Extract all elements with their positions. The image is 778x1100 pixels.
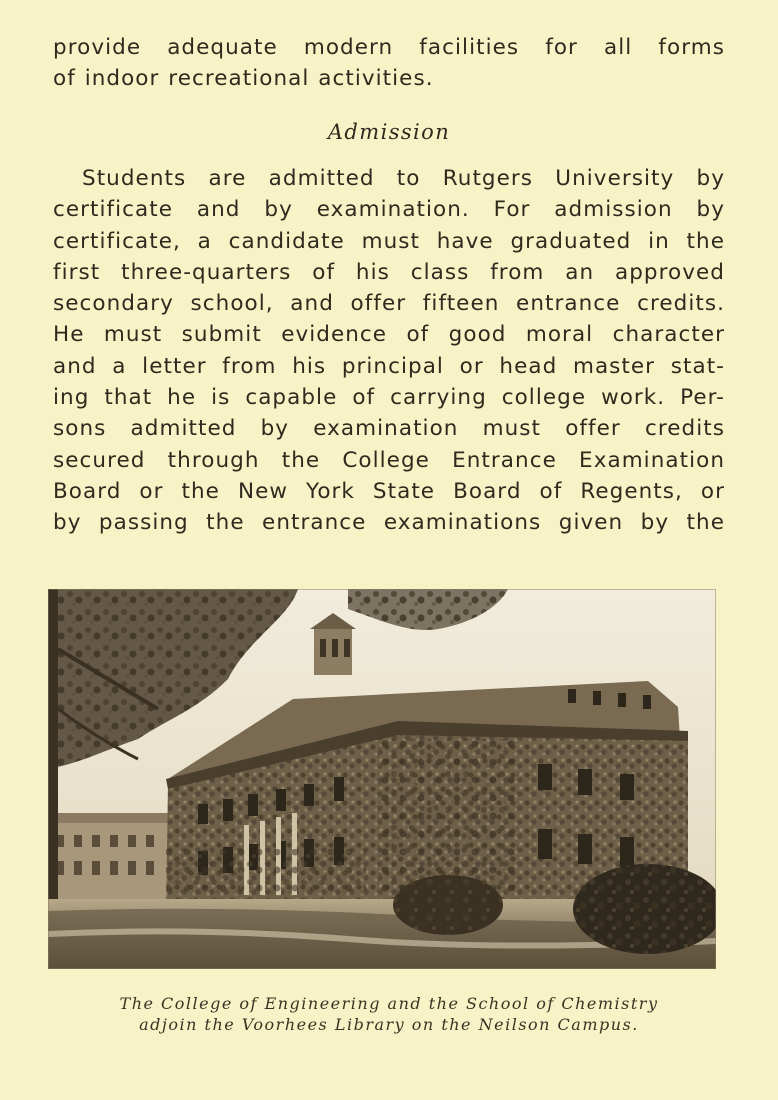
admission-paragraph [53,163,725,539]
body-line-11: Board or the New York State Board of Regents, or [53,478,725,504]
body-line-10: secured through the College Entrance Examination [53,447,725,473]
body-line-3: certificate, a candidate must have graduated in the [53,228,725,254]
intro-paragraph [53,32,725,95]
intro-line-2: of indoor recreational activities. [53,66,434,92]
intro-line-1: provide adequate modern facilities for all forms [53,35,725,60]
body-line-6: He must submit evidence of good moral character [53,322,725,348]
campus-photo-illustration [48,589,716,969]
body-line-9: sons admitted by examination must offer credits [53,416,725,442]
caption-line-2: adjoin the Voorhees Library on the Neilson Campus. [139,1015,639,1034]
body-line-8: ing that he is capable of carrying college work. Per- [53,385,725,411]
body-line-1: Students are admitted to Rutgers University by [82,166,725,191]
photo-caption [0,993,778,1035]
section-heading: Admission [327,120,451,144]
body-line-4: first three-quarters of his class from an approved [53,259,725,285]
body-line-2: certificate and by examination. For admission by [53,197,725,223]
caption-line-1: The College of Engineering and the School of Chemistry [119,994,659,1013]
distant-building [48,813,168,901]
body-line-5: secondary school, and offer fifteen entrance credits. [53,291,725,317]
body-line-12: by passing the entrance examinations given by the [53,510,725,536]
body-line-7: and a letter from his principal or head master stat- [53,353,725,379]
campus-photo [48,589,716,969]
